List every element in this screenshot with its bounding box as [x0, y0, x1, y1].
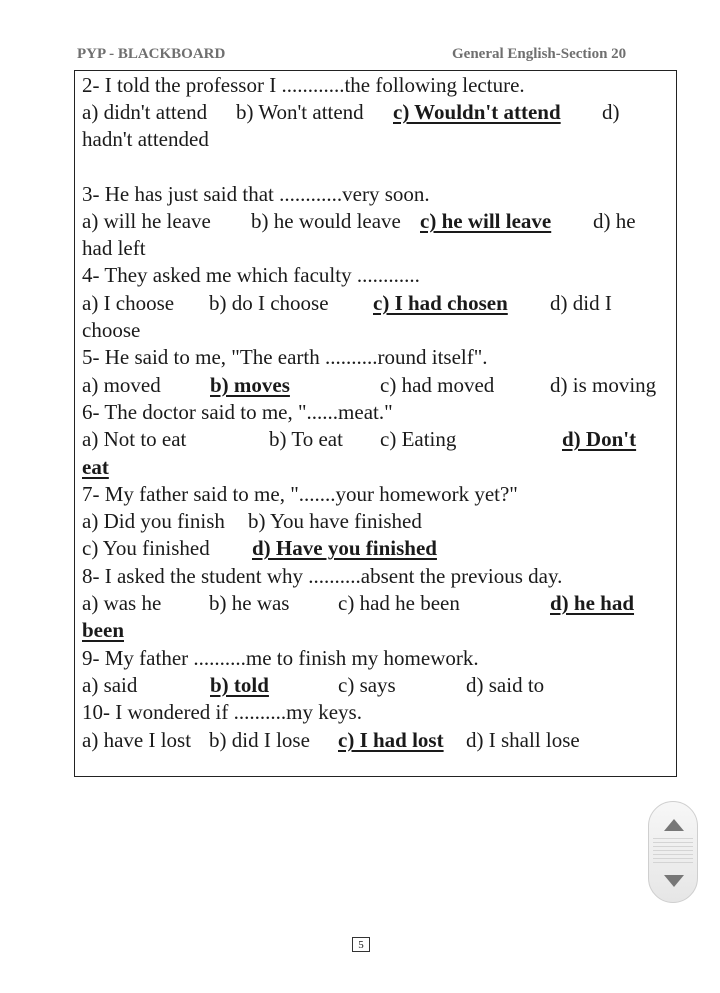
option-d: d) I shall lose — [466, 728, 580, 752]
option-b-answer: b) told — [210, 673, 269, 697]
option-a: a) was he — [82, 591, 162, 615]
option-b: b) he would leave — [251, 209, 401, 233]
option-d-answer: d) he had — [550, 591, 635, 615]
option-a: a) I choose — [82, 291, 175, 315]
option-c: c) had moved — [380, 373, 495, 397]
question-3-option-d-cont: had left — [82, 236, 146, 260]
option-d-answer: d) Have you finished — [252, 536, 437, 560]
option-b: b) To eat — [269, 427, 343, 451]
question-5-stem: 5- He said to me, "The earth ..........round itself". — [82, 345, 488, 369]
header-course: PYP - BLACKBOARD — [77, 46, 226, 62]
option-a: a) Did you finish — [82, 509, 225, 533]
option-d: d) did I — [550, 291, 612, 315]
question-6-option-d-cont: eat — [82, 455, 109, 479]
option-a: a) will he leave — [82, 209, 211, 233]
question-9-stem: 9- My father ..........me to finish my homework. — [82, 646, 479, 670]
question-2-option-d-cont: hadn't attended — [82, 127, 209, 151]
option-c: c) says — [338, 673, 396, 697]
question-8-stem: 8- I asked the student why ..........absent the previous day. — [82, 564, 563, 588]
option-c-answer: c) he will leave — [420, 209, 552, 233]
option-c: c) had he been — [338, 591, 460, 615]
question-7-stem: 7- My father said to me, ".......your homework yet?" — [82, 482, 518, 506]
question-4-option-d-cont: choose — [82, 318, 141, 342]
scroll-up-icon[interactable] — [664, 819, 684, 831]
option-c: c) You finished — [82, 536, 210, 560]
option-b: b) do I choose — [209, 291, 329, 315]
option-b: b) Won't attend — [236, 100, 364, 124]
option-a: a) moved — [82, 373, 161, 397]
option-c-answer: c) Wouldn't attend — [393, 100, 561, 124]
question-10-stem: 10- I wondered if ..........my keys. — [82, 700, 362, 724]
question-6-stem: 6- The doctor said to me, "......meat." — [82, 400, 393, 424]
option-b: b) You have finished — [248, 509, 422, 533]
question-8-option-d-cont: been — [82, 618, 124, 642]
option-c-answer: c) I had lost — [338, 728, 444, 752]
scroll-grip[interactable] — [653, 838, 693, 866]
option-d: d) said to — [466, 673, 545, 697]
option-a: a) didn't attend — [82, 100, 208, 124]
option-b: b) did I lose — [209, 728, 310, 752]
header-section: General English-Section 20 — [452, 46, 627, 62]
question-4-stem: 4- They asked me which faculty ............ — [82, 263, 420, 287]
scroll-down-icon[interactable] — [664, 875, 684, 887]
option-b: b) he was — [209, 591, 290, 615]
question-3-stem: 3- He has just said that ............very soon. — [82, 182, 430, 206]
option-c-answer: c) I had chosen — [373, 291, 508, 315]
option-d-answer: d) Don't — [562, 427, 637, 451]
option-a: a) Not to eat — [82, 427, 187, 451]
page-scroll-control[interactable] — [648, 801, 698, 903]
option-a: a) have I lost — [82, 728, 192, 752]
option-a: a) said — [82, 673, 138, 697]
option-d: d) he — [593, 209, 636, 233]
option-c: c) Eating — [380, 427, 457, 451]
option-d: d) — [602, 100, 620, 124]
option-b-answer: b) moves — [210, 373, 290, 397]
option-d: d) is moving — [550, 373, 657, 397]
question-2-stem: 2- I told the professor I ............the following lecture. — [82, 73, 525, 97]
page-number: 5 — [352, 937, 370, 952]
